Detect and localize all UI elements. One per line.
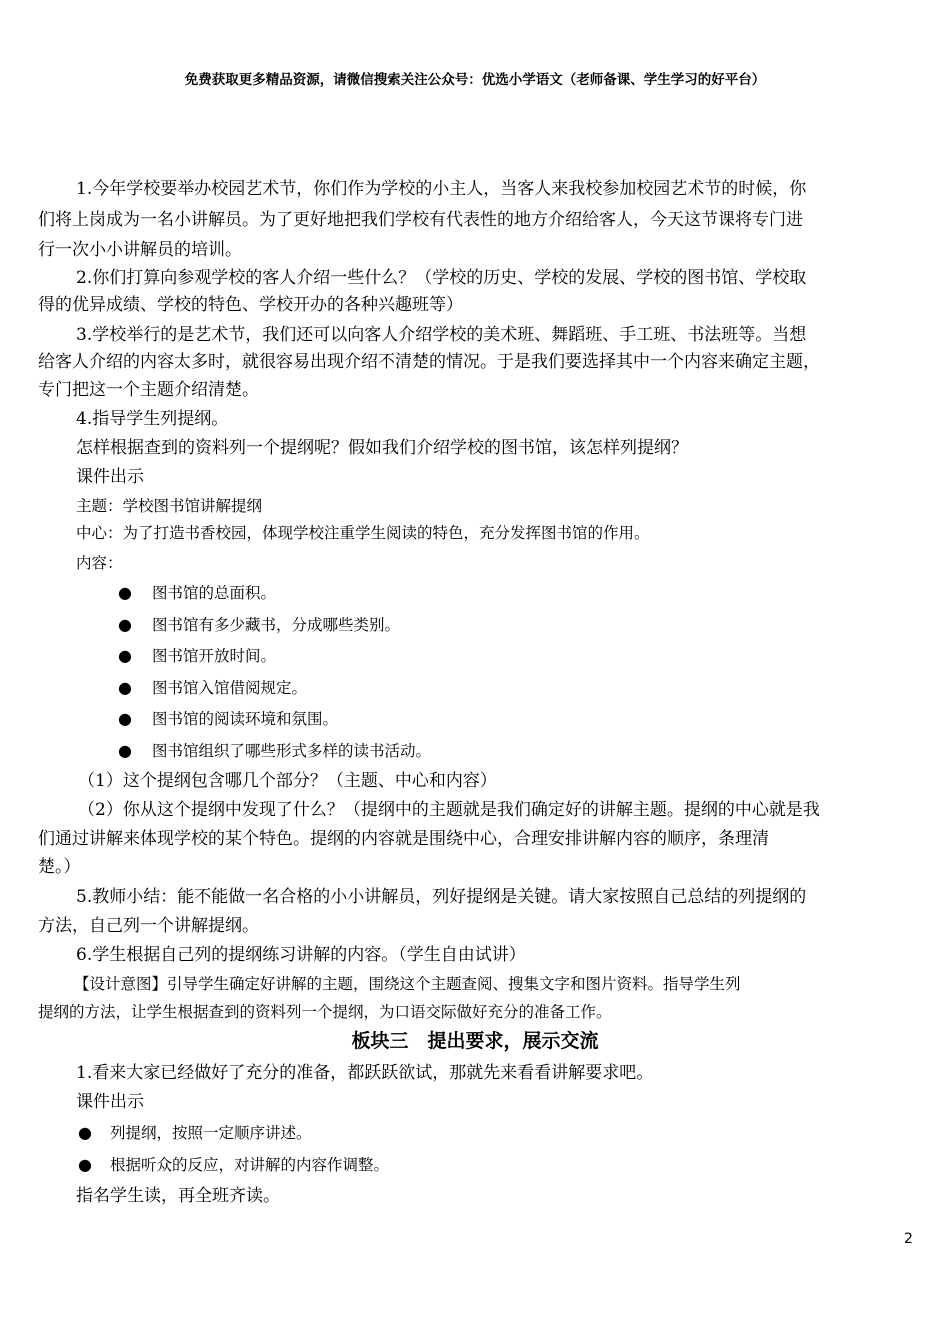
paragraph-line: 方法，自己列一个讲解提纲。 [38, 916, 259, 936]
paragraph-line: 指名学生读，再全班齐读。 [76, 1186, 280, 1206]
outline-topic: 主题：学校图书馆讲解提纲 [76, 497, 263, 515]
paragraph-line: 1.今年学校要举办校园艺术节，你们作为学校的小主人，当客人来我校参加校园艺术节的时候，你 [76, 179, 807, 199]
design-intent: 提纲的方法，让学生根据查到的资料列一个提纲，为口语交际做好充分的准备工作。 [38, 1003, 612, 1021]
list-item: 图书馆的总面积。 [152, 584, 277, 602]
list-item: 根据听众的反应，对讲解的内容作调整。 [110, 1156, 390, 1174]
page-header: 免费获取更多精品资源，请微信搜索关注公众号：优选小学语文（老师备课、学生学习的好平台） [184, 72, 766, 88]
bullet-icon: ● [118, 741, 132, 760]
paragraph-line: 6.学生根据自己列的提纲练习讲解的内容。（学生自由试讲） [76, 945, 526, 965]
bullet-icon: ● [118, 615, 132, 634]
page-number: 2 [904, 1231, 913, 1247]
question-line: （2）你从这个提纲中发现了什么？（提纲中的主题就是我们确定好的讲解主题。提纲的中心就是我 [78, 800, 820, 820]
paragraph-line: 5.教师小结：能不能做一名合格的小小讲解员，列好提纲是关键。请大家按照自己总结的列提纲的 [76, 887, 807, 907]
question-line: 楚。） [38, 857, 81, 877]
paragraph-line: 给客人介绍的内容太多时，就很容易出现介绍不清楚的情况。于是我们要选择其中一个内容来确定主题， [38, 352, 820, 372]
paragraph-line: 1.看来大家已经做好了充分的准备，都跃跃欲试，那就先来看看讲解要求吧。 [76, 1063, 654, 1083]
bullet-icon: ● [78, 1155, 92, 1174]
design-intent: 【设计意图】引导学生确定好讲解的主题，围绕这个主题查阅、搜集文字和图片资料。指导学生列 [74, 975, 741, 993]
list-item: 图书馆入馆借阅规定。 [152, 679, 308, 697]
question-line: （1）这个提纲包含哪几个部分？（主题、中心和内容） [78, 771, 497, 791]
list-item: 图书馆有多少藏书，分成哪些类别。 [152, 616, 401, 634]
courseware-label: 课件出示 [76, 1092, 144, 1112]
paragraph-line: 怎样根据查到的资料列一个提纲呢？假如我们介绍学校的图书馆，该怎样列提纲？ [76, 438, 688, 458]
outline-content-label: 内容： [76, 554, 123, 572]
list-item: 图书馆开放时间。 [152, 647, 277, 665]
list-item: 图书馆的阅读环境和氛围。 [152, 710, 339, 728]
question-line: 们通过讲解来体现学校的某个特色。提纲的内容就是围绕中心，合理安排讲解内容的顺序，条理清 [38, 829, 769, 849]
paragraph-line: 专门把这一个主题介绍清楚。 [38, 380, 259, 400]
paragraph-line: 行一次小小讲解员的培训。 [38, 240, 242, 260]
paragraph-line: 得的优异成绩、学校的特色、学校开办的各种兴趣班等） [38, 295, 463, 315]
paragraph-line: 2.你们打算向参观学校的客人介绍一些什么？（学校的历史、学校的发展、学校的图书馆、学校取 [76, 268, 807, 288]
section-heading: 板块三 提出要求，展示交流 [351, 1030, 599, 1052]
paragraph-line: 们将上岗成为一名小讲解员。为了更好地把我们学校有代表性的地方介绍给客人，今天这节课将专门进 [38, 210, 803, 230]
bullet-icon: ● [118, 646, 132, 665]
list-item: 列提纲，按照一定顺序讲述。 [110, 1124, 312, 1142]
bullet-icon: ● [118, 583, 132, 602]
bullet-icon: ● [78, 1123, 92, 1142]
paragraph-line: 4.指导学生列提纲。 [76, 409, 229, 429]
outline-center: 中心：为了打造书香校园，体现学校注重学生阅读的特色，充分发挥图书馆的作用。 [76, 524, 650, 542]
courseware-label: 课件出示 [76, 467, 144, 487]
paragraph-line: 3.学校举行的是艺术节，我们还可以向客人介绍学校的美术班、舞蹈班、手工班、书法班等。当想 [76, 325, 807, 345]
bullet-icon: ● [118, 709, 132, 728]
list-item: 图书馆组织了哪些形式多样的读书活动。 [152, 742, 432, 760]
bullet-icon: ● [118, 678, 132, 697]
